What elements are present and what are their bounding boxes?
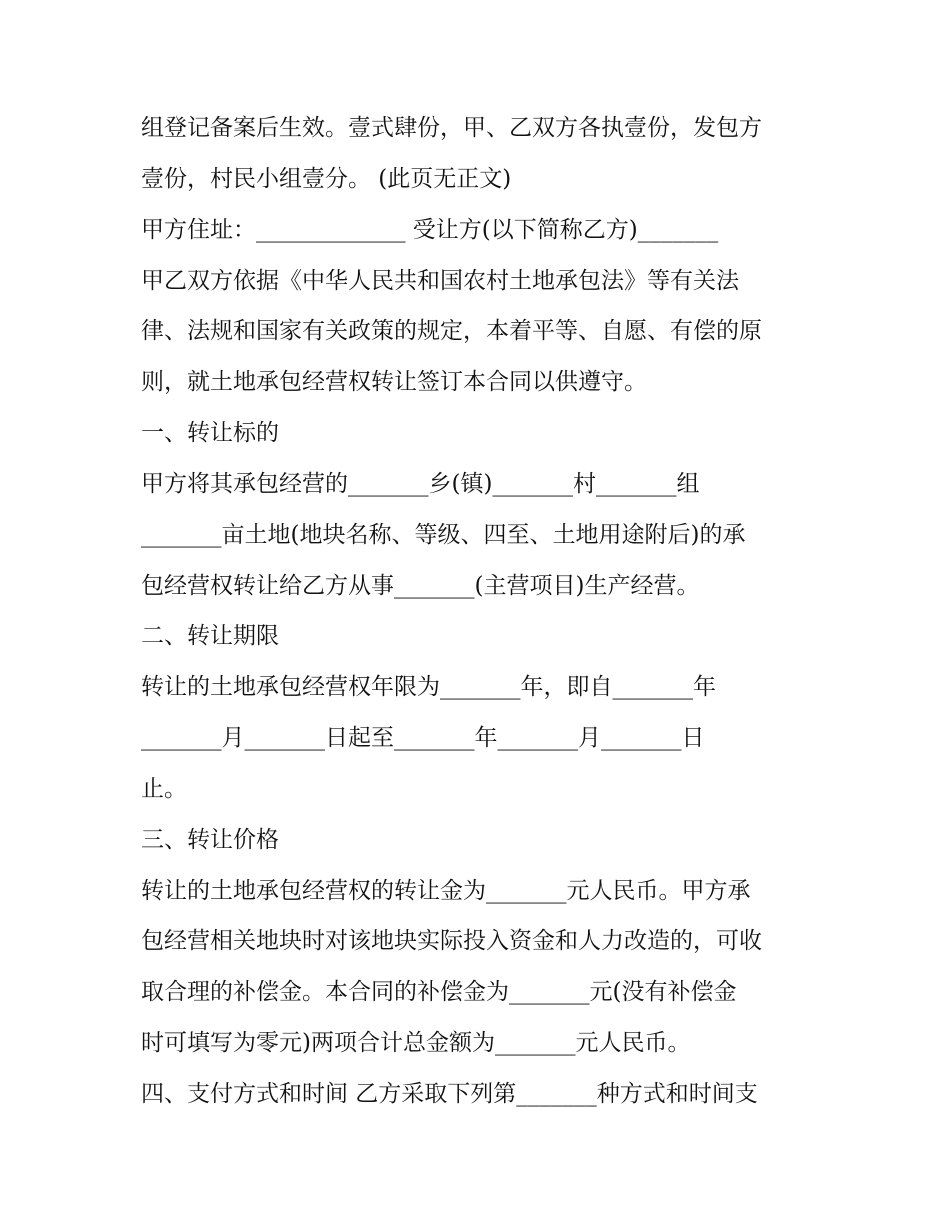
section-heading-2: 二、转让期限 bbox=[141, 623, 279, 649]
paragraph-line-19: 时可填写为零元)两项合计总金额为_______元人民币。 bbox=[141, 1030, 691, 1056]
paragraph-line-16: 转让的土地承包经营权的转让金为_______元人民币。甲方承 bbox=[141, 878, 751, 904]
paragraph-line-17: 包经营相关地块时对该地块实际投入资金和人力改造的，可收 bbox=[141, 928, 762, 954]
paragraph-line-8: 甲方将其承包经营的_______乡(镇)_______村_______组 bbox=[141, 471, 700, 497]
section-heading-4: 四、支付方式和时间 乙方采取下列第_______种方式和时间支 bbox=[141, 1081, 758, 1107]
paragraph-line-5: 律、法规和国家有关政策的规定，本着平等、自愿、有偿的原 bbox=[141, 318, 762, 344]
paragraph-line-9: _______亩土地(地块名称、等级、四至、土地用途附后)的承 bbox=[141, 522, 746, 548]
paragraph-line-1: 组登记备案后生效。壹式肆份，甲、乙双方各执壹份，发包方 bbox=[141, 115, 762, 141]
paragraph-line-13: _______月_______日起至_______年_______月_______日 bbox=[141, 725, 705, 751]
paragraph-line-12: 转让的土地承包经营权年限为_______年，即自_______年 bbox=[141, 674, 716, 700]
section-heading-1: 一、转让标的 bbox=[141, 420, 279, 446]
section-heading-3: 三、转让价格 bbox=[141, 827, 279, 853]
paragraph-line-10: 包经营权转让给乙方从事_______(主营项目)生产经营。 bbox=[141, 573, 700, 599]
paragraph-line-6: 则，就土地承包经营权转让签订本合同以供遵守。 bbox=[141, 369, 647, 395]
paragraph-line-14: 止。 bbox=[141, 776, 187, 802]
paragraph-line-2: 壹份，村民小组壹分。 (此页无正文) bbox=[141, 166, 512, 192]
paragraph-line-4: 甲乙双方依据《中华人民共和国农村土地承包法》等有关法 bbox=[141, 268, 739, 294]
address-line: 甲方住址：_____________ 受让方(以下简称乙方)_______ bbox=[141, 217, 719, 243]
paragraph-line-18: 取合理的补偿金。本合同的补偿金为_______元(没有补偿金 bbox=[141, 979, 737, 1005]
